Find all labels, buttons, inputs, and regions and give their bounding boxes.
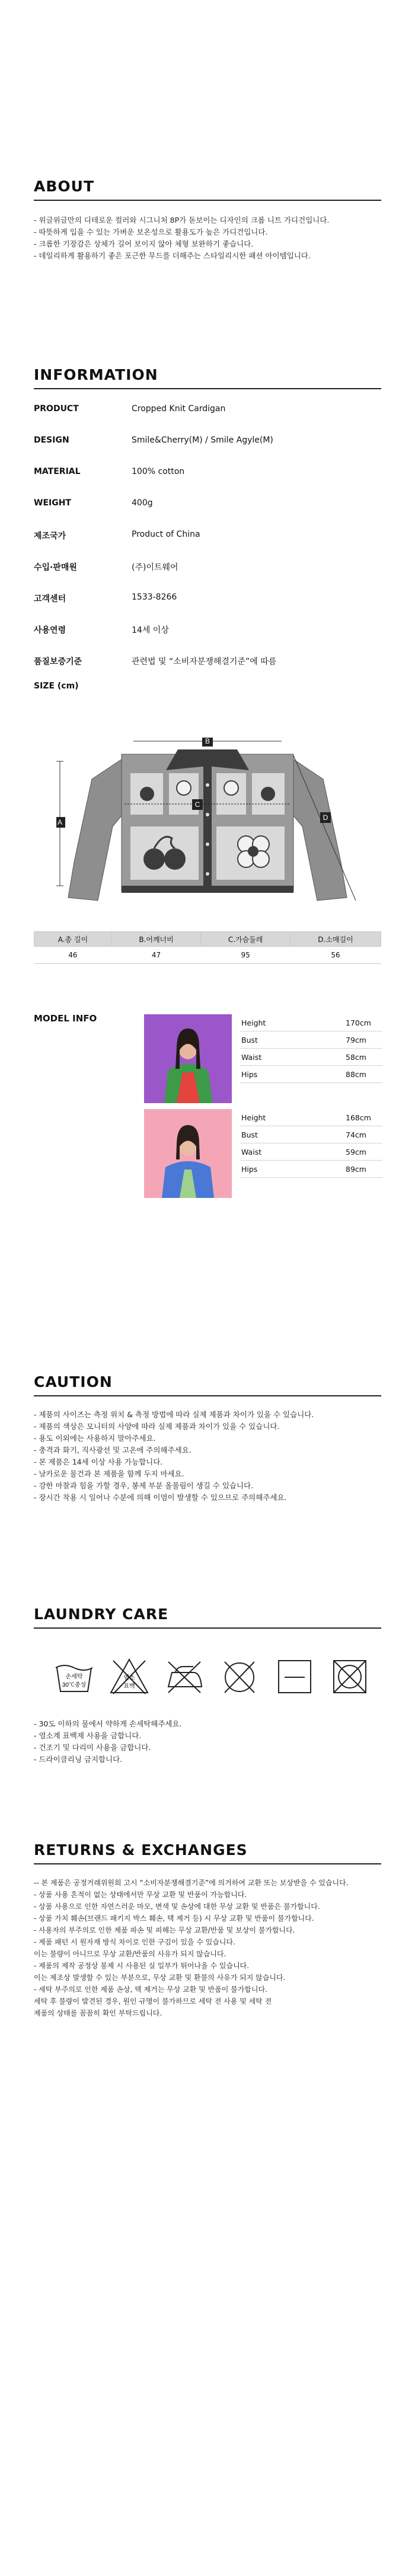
size-header: C.가슴둘레 (201, 932, 290, 947)
spec-key: Waist (241, 1148, 262, 1156)
spec-key: Hips (241, 1165, 258, 1174)
about-title: ABOUT (34, 178, 95, 195)
marker-c-label: C (194, 800, 200, 809)
size-header: B.어깨너비 (111, 932, 200, 947)
spec-row (240, 1031, 382, 1049)
returns-title: RETURNS & EXCHANGES (34, 1841, 248, 1859)
info-row-weight (34, 498, 381, 510)
model-info-title: MODEL INFO (34, 1013, 97, 1024)
size-table (34, 931, 381, 964)
returns-line: - 사용자의 부주의로 인한 제품 파손 및 피해는 무상 교환/반품 및 보상이 불가합니다. (34, 1926, 295, 1934)
no-dry-clean-icon (219, 1656, 260, 1697)
size-table-value-row (34, 947, 381, 964)
info-key: 제조국가 (34, 531, 66, 541)
returns-line: 제품의 상태를 꼼꼼히 확인 부탁드립니다. (34, 2009, 162, 2017)
info-row-importer (34, 561, 381, 573)
about-line: - 데일리하게 활용하기 좋은 포근한 무드를 더해주는 스타일리시한 패션 아이템입니다. (34, 251, 311, 260)
caution-line: - 용도 이외에는 사용하지 말아주세요. (34, 1434, 156, 1443)
info-value: 14세 이상 (132, 626, 169, 635)
info-key: 사용연령 (34, 626, 66, 635)
returns-line: - 세탁 부주의로 인한 제품 손상, 택 제거는 무상 교환 및 반품이 불가합니다. (34, 1985, 267, 1994)
caution-line: - 충격과 화기, 직사광선 및 고온에 주의해주세요. (34, 1446, 191, 1454)
info-value: (주)이트웨어 (132, 563, 178, 572)
size-value: 46 (34, 947, 112, 964)
spec-row (240, 1066, 382, 1083)
caution-title: CAUTION (34, 1373, 113, 1390)
laundry-title: LAUNDRY CARE (34, 1606, 169, 1623)
info-value: 1533-8266 (132, 592, 177, 602)
info-key: PRODUCT (34, 404, 79, 414)
info-row-design (34, 435, 381, 447)
caution-line: - 날카로운 물건과 본 제품을 함께 두지 마세요. (34, 1469, 184, 1478)
size-value: 95 (201, 947, 290, 964)
spec-key: Hips (241, 1070, 258, 1079)
caution-divider (34, 1395, 381, 1396)
info-row-material (34, 467, 381, 479)
spec-row (240, 1143, 382, 1161)
no-iron-icon (164, 1656, 205, 1697)
returns-line: 이는 제조상 발생할 수 있는 부분으로, 무상 교환 및 환불의 사유가 되지 않습니다. (34, 1973, 286, 1982)
marker-b-label: B (205, 738, 210, 745)
caution-line: - 제품의 사이즈는 측정 위치 & 측정 방법에 따라 실제 제품과 차이가 있을 수 있습니다. (34, 1410, 314, 1419)
info-value: Cropped Knit Cardigan (132, 404, 226, 414)
laundry-line: - 30도 이하의 물에서 약하게 손세탁해주세요. (34, 1719, 182, 1728)
cardigan-size-diagram (56, 738, 359, 909)
info-row-age (34, 624, 381, 636)
info-value: 관련법 및 “소비자분쟁해결기준”에 따름 (132, 657, 277, 667)
hand-wash-top-label: 손세탁 (65, 1674, 83, 1680)
info-key: MATERIAL (34, 467, 81, 476)
about-line: - 크롭한 기장감은 상체가 길어 보이지 않아 체형 보완하기 좋습니다. (34, 239, 254, 248)
caution-line: - 강한 마찰과 힘을 가할 경우, 봉제 부분 올풀림이 생길 수 있습니다. (34, 1481, 254, 1490)
returns-line: 이는 불량이 아니므로 무상 교환/반품의 사유가 되지 않습니다. (34, 1950, 226, 1958)
size-label: SIZE (cm) (34, 681, 79, 691)
model-photo-2 (144, 1109, 232, 1198)
hand-wash-30-icon (53, 1656, 95, 1697)
spec-value: 168cm (346, 1113, 371, 1122)
laundry-list (34, 1718, 384, 1766)
info-value: 400g (132, 498, 153, 508)
spec-value: 88cm (346, 1070, 366, 1079)
laundry-line: - 염소계 표백제 사용을 금합니다. (34, 1731, 142, 1740)
spec-key: Height (241, 1113, 266, 1122)
spec-key: Bust (241, 1130, 258, 1139)
spec-key: Bust (241, 1036, 258, 1045)
about-list (34, 214, 384, 262)
caution-line: - 본 제품은 14세 이상 사용 가능합니다. (34, 1457, 163, 1466)
spec-value: 58cm (346, 1053, 366, 1062)
marker-d-label: D (323, 813, 328, 822)
model-1-specs (240, 1014, 382, 1083)
returns-line: - 제품의 제작 공정상 봉제 시 사용된 실 일부가 튀어나올 수 있습니다. (34, 1962, 250, 1970)
info-key: DESIGN (34, 435, 69, 445)
laundry-divider (34, 1627, 381, 1629)
information-divider (34, 388, 381, 389)
info-key: WEIGHT (34, 498, 71, 508)
dry-flat-icon (274, 1656, 315, 1697)
caution-line: - 장시간 착용 시 일어나 수분에 의해 이염이 발생할 수 있으므로 주의해주세요. (34, 1493, 287, 1502)
size-table-header-row (34, 932, 381, 947)
spec-key: Height (241, 1018, 266, 1027)
size-header: D.소매길이 (290, 932, 381, 947)
spec-value: 79cm (346, 1036, 366, 1045)
no-tumble-dry-icon (329, 1656, 371, 1697)
about-divider (34, 200, 381, 201)
returns-line: - 상품 사용으로 인한 자연스러운 마모, 변색 및 손상에 대한 무상 교환 및 반품은 불가합니다. (34, 1902, 320, 1911)
returns-line: 세탁 후 불량이 발견된 경우, 원인 규명이 불가하므로 세탁 전 사용 및 세탁 전 (34, 1997, 272, 2005)
info-row-customer-center (34, 592, 381, 604)
info-row-origin (34, 530, 381, 542)
returns-line: -- 본 제품은 공정거래위원회 고시 “소비자분쟁해결기준”에 의거하여 교환 또는 보상받을 수 있습니다. (34, 1879, 349, 1887)
returns-list (34, 1877, 384, 2019)
info-value: Smile&Cherry(M) / Smile Agyle(M) (132, 435, 273, 445)
spec-row (240, 1161, 382, 1178)
laundry-line: - 건조기 및 다리미 사용을 금합니다. (34, 1743, 151, 1752)
hand-wash-bottom-label: 30℃중성 (62, 1682, 87, 1689)
returns-line: - 상품 가치 훼손(브랜드 패키지 박스 훼손, 택 제거 등) 시 무상 교환 및 반품이 불가합니다. (34, 1914, 314, 1923)
info-key: 품질보증기준 (34, 657, 82, 667)
no-bleach-bottom-label: 표백 (123, 1683, 135, 1690)
caution-line: - 제품의 색상은 모니터의 사양에 따라 실제 제품과 차이가 있을 수 있습니다. (34, 1422, 280, 1431)
marker-a-label: A (57, 818, 63, 826)
caution-list (34, 1409, 384, 1504)
about-line: - 위글위글만의 디테로운 컬러와 시그니처 8P가 돋보이는 디자인의 크롭 니트 가디건입니다. (34, 216, 330, 225)
info-value: 100% cotton (132, 467, 185, 476)
spec-value: 59cm (346, 1148, 366, 1156)
info-row-warranty (34, 655, 381, 667)
no-bleach-top-label: 염소 (123, 1675, 135, 1681)
spec-value: 74cm (346, 1130, 366, 1139)
size-header: A.총 길이 (34, 932, 112, 947)
no-bleach-icon (108, 1656, 150, 1697)
returns-divider (34, 1863, 381, 1864)
info-key: 고객센터 (34, 594, 66, 604)
laundry-line: - 드라이클리닝 금지합니다. (34, 1755, 123, 1764)
info-value: Product of China (132, 530, 200, 539)
size-value: 56 (290, 947, 381, 964)
spec-row (240, 1014, 382, 1031)
model-2-specs (240, 1109, 382, 1178)
spec-row (240, 1049, 382, 1066)
returns-line: - 제품 패턴 시 원자재 방식 차이로 인한 구김이 있을 수 있습니다. (34, 1938, 235, 1946)
spec-value: 170cm (346, 1018, 371, 1027)
info-row-product (34, 404, 381, 416)
returns-line: - 상품 사용 흔적이 없는 상태에서만 무상 교환 및 반품이 가능합니다. (34, 1891, 247, 1899)
spec-row (240, 1126, 382, 1143)
model-photo-1 (144, 1014, 232, 1103)
spec-key: Waist (241, 1053, 262, 1062)
spec-value: 89cm (346, 1165, 366, 1174)
spec-row (240, 1109, 382, 1126)
info-key: 수입·판매원 (34, 563, 77, 572)
size-value: 47 (111, 947, 200, 964)
about-line: - 따뜻하게 입을 수 있는 가벼운 보온성으로 활용도가 높은 가디건입니다. (34, 228, 268, 236)
information-title: INFORMATION (34, 366, 158, 383)
